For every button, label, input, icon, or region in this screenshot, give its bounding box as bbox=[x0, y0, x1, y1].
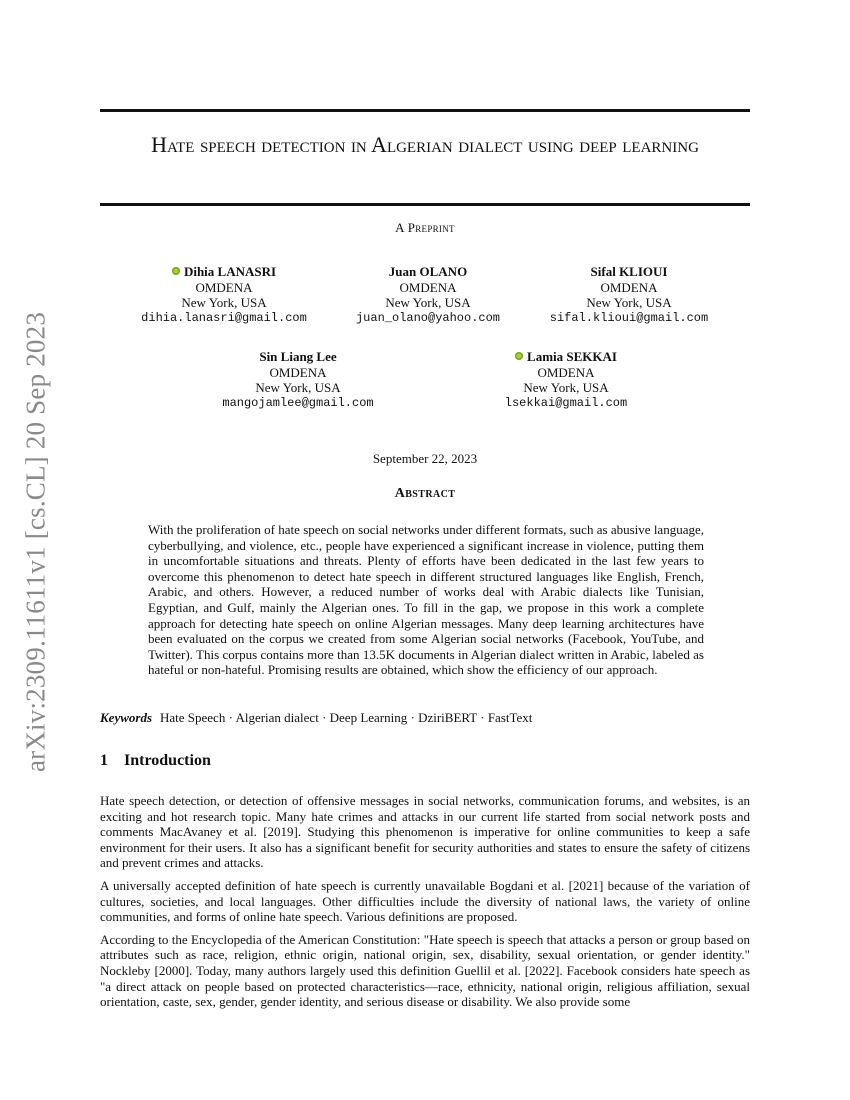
author-affiliation: OMDENA bbox=[269, 364, 327, 380]
author-name: Sifal KLIOUI bbox=[590, 264, 668, 279]
author-email[interactable]: dihia.lanasri@gmail.com bbox=[141, 310, 307, 325]
paragraph: A universally accepted definition of hate speech is currently unavailable Bogdani et al. [2021] because of the variation of cultures, societies, and local languages. Other difficulties include the diversity of national laws, the variety of online communities, and forms of online hate speech. Various definitions are proposed. bbox=[100, 877, 750, 925]
author-name: Sin Liang Lee bbox=[259, 349, 337, 364]
author-affiliation: OMDENA bbox=[399, 279, 457, 295]
author-location: New York, USA bbox=[255, 380, 341, 395]
author-affiliation: OMDENA bbox=[537, 364, 595, 380]
author-location: New York, USA bbox=[523, 380, 609, 395]
title-rule-bottom bbox=[100, 203, 750, 206]
author-block bbox=[446, 349, 686, 411]
abstract-body: With the proliferation of hate speech on social networks under different formats, such as abusive language, cyberbullying, and violence, etc., people have experienced a significant increase in violence, putting them in uncomfortable situations and threats. Plenty of efforts have been dedicated in the last few years to overcome this phenomenon to detect hate speech in different structured languages like English, French, Arabic, and others. However, a reduced number of works deal with Arabic dialects like Tunisian, Egyptian, and Gulf, mainly the Algerian ones. To fill in the gap, we propose in this work a complete approach for detecting hate speech on online Algerian messages. Many deep learning architectures have been evaluated on the corpus we created from some Algerian social networks (Facebook, YouTube, and Twitter). This corpus contains more than 13.5K documents in Algerian dialect written in Arabic, labeled as hateful or non-hateful. Promising results are obtained, which show the efficiency of our approach. bbox=[148, 522, 704, 678]
paper-date: September 22, 2023 bbox=[372, 451, 478, 466]
section-number: 1 bbox=[100, 752, 108, 769]
paper-title: Hate speech detection in Algerian dialect using deep learning bbox=[151, 132, 699, 157]
author-name: Juan OLANO bbox=[388, 264, 468, 279]
keywords-list: Hate Speech · Algerian dialect · Deep Learning · DziriBERT · FastText bbox=[160, 710, 533, 725]
introduction-body bbox=[100, 793, 750, 1017]
author-email[interactable]: mangojamlee@gmail.com bbox=[222, 395, 374, 410]
paragraph: Hate speech detection, or detection of offensive messages in social networks, communication forums, and websites, is an exciting and hot research topic. Many hate crimes and attacks in our current life started from social network posts and comments MacAvaney et al. [2019]. Studying this phenomenon is imperative for online communities to keep a safe environment for their users. It also has a significant benefit for security authorities and states to ensure the safety of citizens and prevent crimes and attacks. bbox=[100, 793, 750, 871]
keywords-label: Keywords bbox=[100, 710, 152, 725]
author-block bbox=[509, 264, 749, 326]
author-email[interactable]: sifal.klioui@gmail.com bbox=[549, 310, 709, 325]
paragraph: According to the Encyclopedia of the American Constitution: "Hate speech is speech that attacks a person or group based on attributes such as race, religion, ethnic origin, national origin, sex, disability, sexual orientation, or gender identity." Nockleby [2000]. Today, many authors largely used this definition Guellil et al. [2022]. Facebook considers hate speech as "a direct attack on people based on protected characteristics—race, ethnicity, national origin, religious affiliation, sexual orientation, caste, sex, gender, gender identity, and serious disease or disability. We also provide some bbox=[100, 931, 750, 1010]
author-affiliation: OMDENA bbox=[600, 279, 658, 295]
arxiv-identifier: arXiv:2309.11611v1 [cs.CL] 20 Sep 2023 bbox=[20, 311, 51, 773]
preprint-label: A Preprint bbox=[395, 220, 455, 235]
author-location: New York, USA bbox=[181, 295, 267, 310]
author-name: Lamia SEKKAI bbox=[527, 349, 617, 364]
orcid-icon[interactable] bbox=[172, 267, 180, 275]
author-affiliation: OMDENA bbox=[195, 279, 253, 295]
author-location: New York, USA bbox=[385, 295, 471, 310]
title-rule-top bbox=[100, 109, 750, 112]
keywords-line bbox=[100, 710, 750, 726]
author-location: New York, USA bbox=[586, 295, 672, 310]
abstract-heading: Abstract bbox=[394, 486, 456, 501]
author-name: Dihia LANASRI bbox=[183, 264, 277, 279]
author-email[interactable]: juan_olano@yahoo.com bbox=[355, 310, 501, 325]
orcid-icon[interactable] bbox=[515, 352, 523, 360]
arxiv-sidebar bbox=[16, 292, 56, 792]
author-block bbox=[178, 349, 418, 411]
section-heading bbox=[100, 752, 750, 770]
author-email[interactable]: lsekkai@gmail.com bbox=[504, 395, 628, 410]
section-title: Introduction bbox=[124, 752, 211, 769]
